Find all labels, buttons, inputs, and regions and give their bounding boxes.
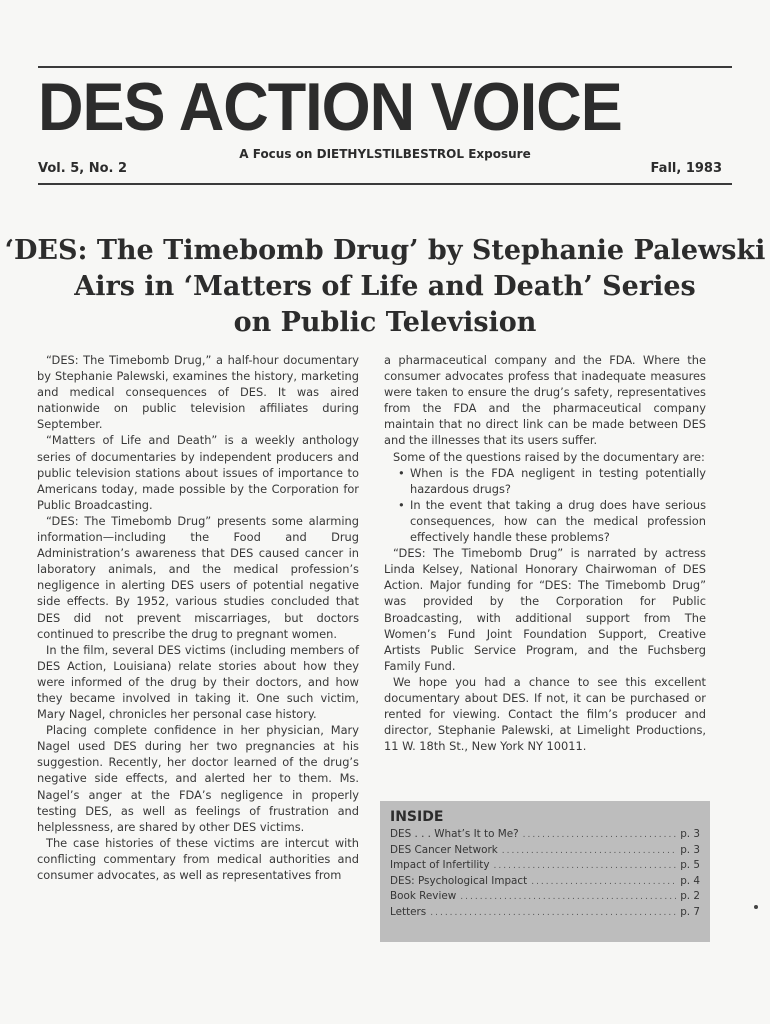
toc-title: DES Cancer Network	[390, 843, 498, 856]
toc-title: Letters	[390, 905, 427, 918]
article-paragraph: “DES: The Timebomb Drug” presents some alarming information—including the Food and Drug Administration’s awareness that DES caused cancer in laboratory animals, and the medical profession’s negligence in alerting DES users of potential negative side effects. By 1952, various studies concluded that DES did not prevent miscarriages, but doctors continued to prescribe the drug to pregnant women.	[37, 513, 359, 641]
article-paragraph: The case histories of these victims are intercut with conflicting commentary from medical authorities and consumer advocates, as well as representatives from	[37, 835, 359, 882]
toc-row	[390, 858, 700, 874]
headline-line-3: on Public Television	[233, 307, 537, 338]
article-paragraph: Some of the questions raised by the documentary are:	[393, 449, 705, 464]
toc-title: DES . . . What’s It to Me?	[390, 828, 519, 840]
article-column-left	[37, 352, 359, 883]
toc-row	[390, 874, 700, 890]
toc-page: p. 2	[680, 890, 700, 902]
toc-leader	[502, 844, 676, 859]
toc-leader	[494, 859, 677, 874]
toc-leader	[460, 890, 676, 905]
list-item: • In the event that taking a drug does have serious consequences, how can the medical profession effectively handle these problems?	[398, 497, 706, 545]
toc-leader	[430, 906, 676, 921]
scan-speck	[754, 905, 758, 909]
article-paragraph: “Matters of Life and Death” is a weekly anthology series of documentaries by independent producers and public television stations about issues of importance to Americans today, made possible by the Corporation for Public Broadcasting.	[37, 433, 359, 512]
toc-page: p. 3	[680, 828, 700, 840]
article-paragraph: We hope you had a chance to see this excellent documentary about DES. If not, it can be purchased or rented for viewing. Contact the film’s producer and director, Stephanie Palewski, at Limelight Productions, 11 W. 18th St., New York NY 10011.	[384, 674, 706, 754]
inside-heading: INSIDE	[390, 809, 444, 825]
list-item: • When is the FDA negligent in testing potentially hazardous drugs?	[398, 465, 706, 497]
toc-row	[390, 843, 700, 859]
article-headline	[0, 233, 770, 341]
toc-row	[390, 905, 700, 921]
toc-title: DES: Psychological Impact	[390, 874, 528, 887]
article-column-right	[384, 352, 706, 754]
toc-row	[390, 827, 700, 843]
article-paragraph: Placing complete confidence in her physician, Mary Nagel used DES during her two pregnancies at his suggestion. Recently, her doctor learned of the drug’s negative side effects, and alerted her to them. Ms. Nagel’s anger at the FDA’s negligence in properly testing DES, as well as feelings of frustration and helplessness, are shared by other DES victims.	[37, 723, 359, 834]
question-list	[384, 465, 706, 545]
inside-contents-box	[380, 801, 710, 942]
article-paragraph: a pharmaceutical company and the FDA. Where the consumer advocates profess that inadequate measures were taken to ensure the drug’s safety, representatives from the FDA and the pharmaceutical company maintain that no direct link can be made between DES and the illnesses that its users suffer.	[384, 353, 706, 448]
article-paragraph: In the film, several DES victims (including members of DES Action, Louisiana) relate stories about how they were informed of the drug by their doctors, and how they became involved in taking it. One such victim, Mary Nagel, chronicles her personal case history.	[37, 642, 359, 722]
toc-page: p. 5	[680, 859, 700, 871]
toc-leader	[531, 875, 676, 890]
toc-page: p. 3	[680, 843, 700, 856]
toc-title: Book Review	[390, 890, 457, 902]
headline-line-1: ‘DES: The Timebomb Drug’ by Stephanie Palewski	[4, 235, 766, 266]
masthead-subtitle: A Focus on DIETHYLSTILBESTROL Exposure	[239, 147, 531, 161]
issue-date: Fall, 1983	[650, 161, 722, 176]
page-top-margin	[0, 0, 770, 58]
toc-title: Impact of Infertility	[390, 859, 490, 871]
masthead-bottom-rule	[38, 183, 732, 185]
toc-leader	[523, 828, 677, 843]
article-paragraph: “DES: The Timebomb Drug,” a half-hour documentary by Stephanie Palewski, examines the history, marketing and medical consequences of DES. It was aired nationwide on public television affiliates during September.	[37, 353, 359, 432]
toc-row	[390, 889, 700, 905]
issue-number: Vol. 5, No. 2	[38, 161, 128, 176]
article-paragraph: “DES: The Timebomb Drug” is narrated by actress Linda Kelsey, National Honorary Chairwoman of DES Action. Major funding for “DES: The Timebomb Drug” was provided by the Corporation for Public Broadcasting, with additional support from The Women’s Fund Joint Foundation Support, Creative Artists Public Service Program, and the Fuchsberg Family Fund.	[384, 546, 706, 673]
masthead-top-rule	[38, 66, 732, 68]
masthead-title: DES ACTION VOICE	[38, 69, 622, 146]
headline-line-2: Airs in ‘Matters of Life and Death’ Series	[74, 271, 696, 302]
toc-page: p. 7	[680, 905, 700, 918]
toc-page: p. 4	[680, 874, 700, 887]
